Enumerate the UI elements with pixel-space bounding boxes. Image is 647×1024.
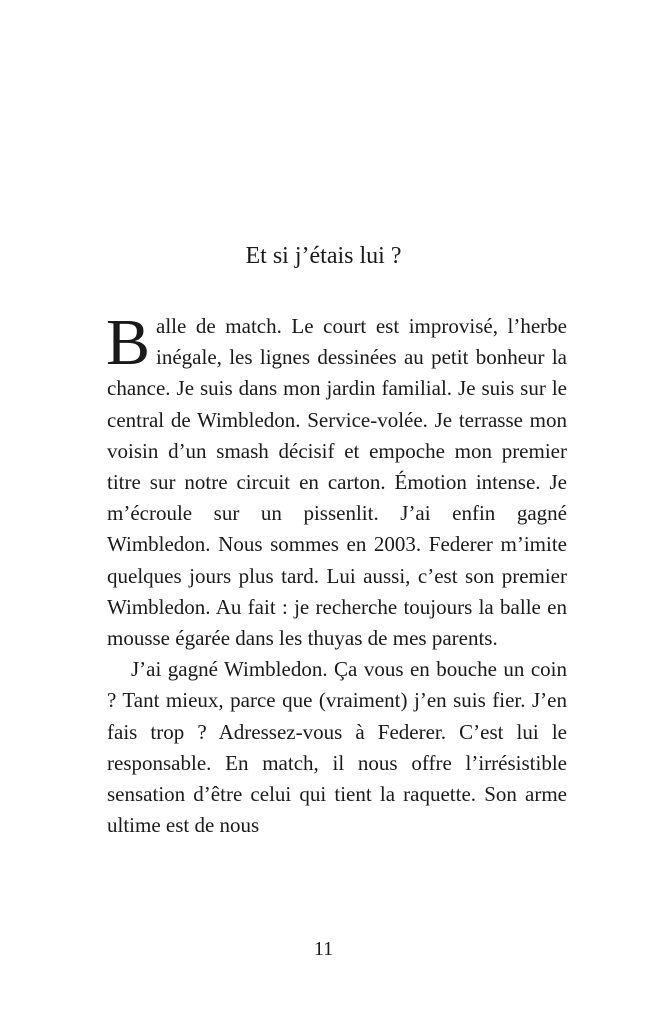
paragraph-2: J’ai gagné Wimbledon. Ça vous en bouche un coin ? Tant mieux, parce que (vraiment) j’en suis fier. J’en fais trop ? Adressez-vous à Federer. C’est lui le responsable. En match, il nous offre l’irrésistible sensation d’être celui qui tient la raquette. Son arme ultime est de nous — [107, 657, 567, 838]
chapter-title: Et si j’étais lui ? — [245, 243, 402, 269]
paragraph-1-text: alle de match. Le court est improvisé, l’herbe inégale, les lignes dessinées au petit bonheur la chance. Je suis dans mon jardin familial. Je suis sur le central de Wimbledon. Service-volée. Je terrasse mon voisin d’un smash décisif et empoche mon premier titre sur notre circuit en carton. Émotion intense. Je m’écroule sur un pissenlit. J’ai enfin gagné Wimbledon. Nous sommes en 2003. Federer m’imite quelques jours plus tard. Lui aussi, c’est son premier Wimbledon. Au fait : je recherche toujours la balle en mousse égarée dans les thuyas de mes parents. — [107, 314, 567, 651]
paragraph-1 — [106, 306, 567, 654]
drop-cap: B — [106, 306, 151, 379]
page-number: 11 — [313, 938, 334, 960]
body-text — [106, 306, 567, 841]
